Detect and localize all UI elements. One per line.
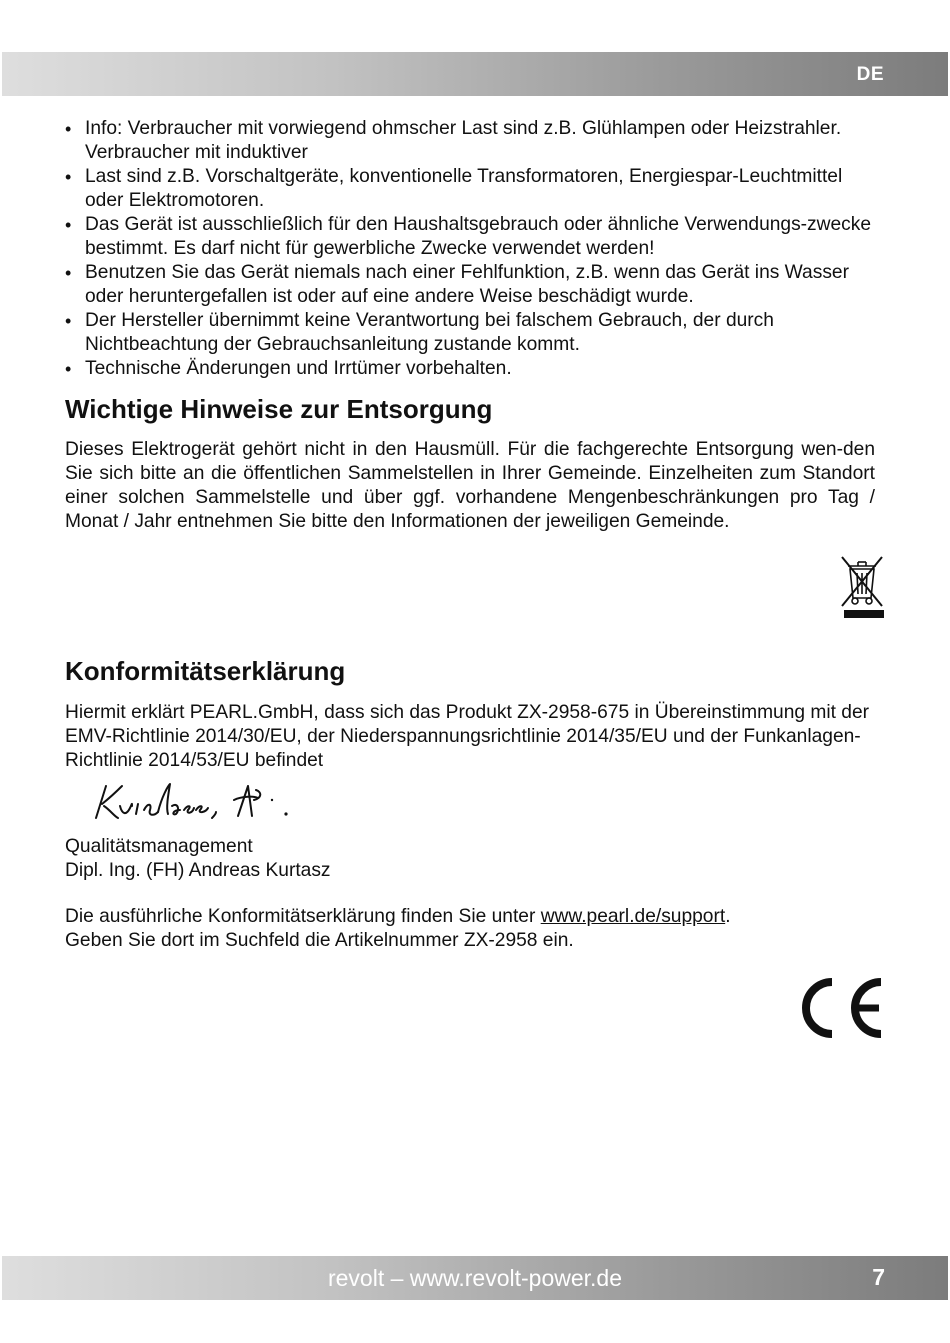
header-bar (2, 52, 948, 96)
list-item: • Last sind z.B. Vorschaltgeräte, konventionelle Transformatoren, Energiespar-Leuchtmittel oder Elektromotoren. (65, 165, 885, 213)
conformity-text: Hiermit erklärt PEARL.GmbH, dass sich das Produkt ZX-2958-675 in Übereinstimmung mit der EMV-Richtlinie 2014/30/EU, der Niederspannungsrichtlinie 2014/35/EU und der Funkanlagen-Richtlinie 2014/53/EU befindet (65, 702, 870, 771)
ce-mark-icon (795, 975, 887, 1041)
details-prefix: Die ausführliche Konformitätserklärung finden Sie unter (65, 906, 541, 927)
footer-bar (2, 1256, 948, 1300)
safety-bullet-list (65, 117, 885, 381)
conformity-heading: Konformitätserklärung (65, 656, 346, 686)
signature-image (88, 776, 308, 826)
list-item: • Benutzen Sie das Gerät niemals nach einer Fehlfunktion, z.B. wenn das Gerät ins Wasser oder heruntergefallen ist oder auf eine andere Weise beschädigt wurde. (65, 261, 885, 309)
footer-website: revolt – www.revolt-power.de (327, 1265, 622, 1291)
page-number: 7 (872, 1264, 885, 1290)
conformity-details (65, 905, 731, 953)
list-item: • Das Gerät ist ausschließlich für den Haushaltsgebrauch oder ähnliche Verwendungs-zwecke bestimmt. Es darf nicht für gewerbliche Zwecke verwendet werden! (65, 213, 885, 261)
signatory-block (65, 835, 331, 883)
disposal-text: Dieses Elektrogerät gehört nicht in den Hausmüll. Für die fachgerechte Entsorgung wen-den Sie sich bitte an die öffentlichen Sammelstellen in Ihrer Gemeinde. Einzelheiten zum Standort einer solchen Sammelstelle und über ggf. vorhandene Mengenbeschränkungen pro Tag / Monat / Jahr entnehmen Sie bitte den Informationen der jeweiligen Gemeinde. (65, 439, 875, 532)
list-item: • Der Hersteller übernimmt keine Verantwortung bei falschem Gebrauch, der durch Nichtbeachtung der Gebrauchsanleitung zustande kommt. (65, 309, 885, 357)
signatory-name: Dipl. Ing. (FH) Andreas Kurtasz (65, 860, 331, 881)
disposal-heading: Wichtige Hinweise zur Entsorgung (65, 394, 493, 424)
support-link[interactable]: www.pearl.de/support (540, 906, 726, 927)
signatory-role: Qualitätsmanagement (65, 836, 253, 857)
list-item: • Technische Änderungen und Irrtümer vorbehalten. (65, 357, 885, 381)
details-line-2: Geben Sie dort im Suchfeld die Artikelnummer ZX-2958 ein. (65, 930, 574, 951)
list-item: • Info: Verbraucher mit vorwiegend ohmscher Last sind z.B. Glühlampen oder Heizstrahler. Verbraucher mit induktiver (65, 117, 885, 165)
details-suffix: . (725, 906, 731, 927)
crossed-out-wheelie-bin-icon (838, 554, 886, 620)
language-label: DE (856, 64, 884, 85)
